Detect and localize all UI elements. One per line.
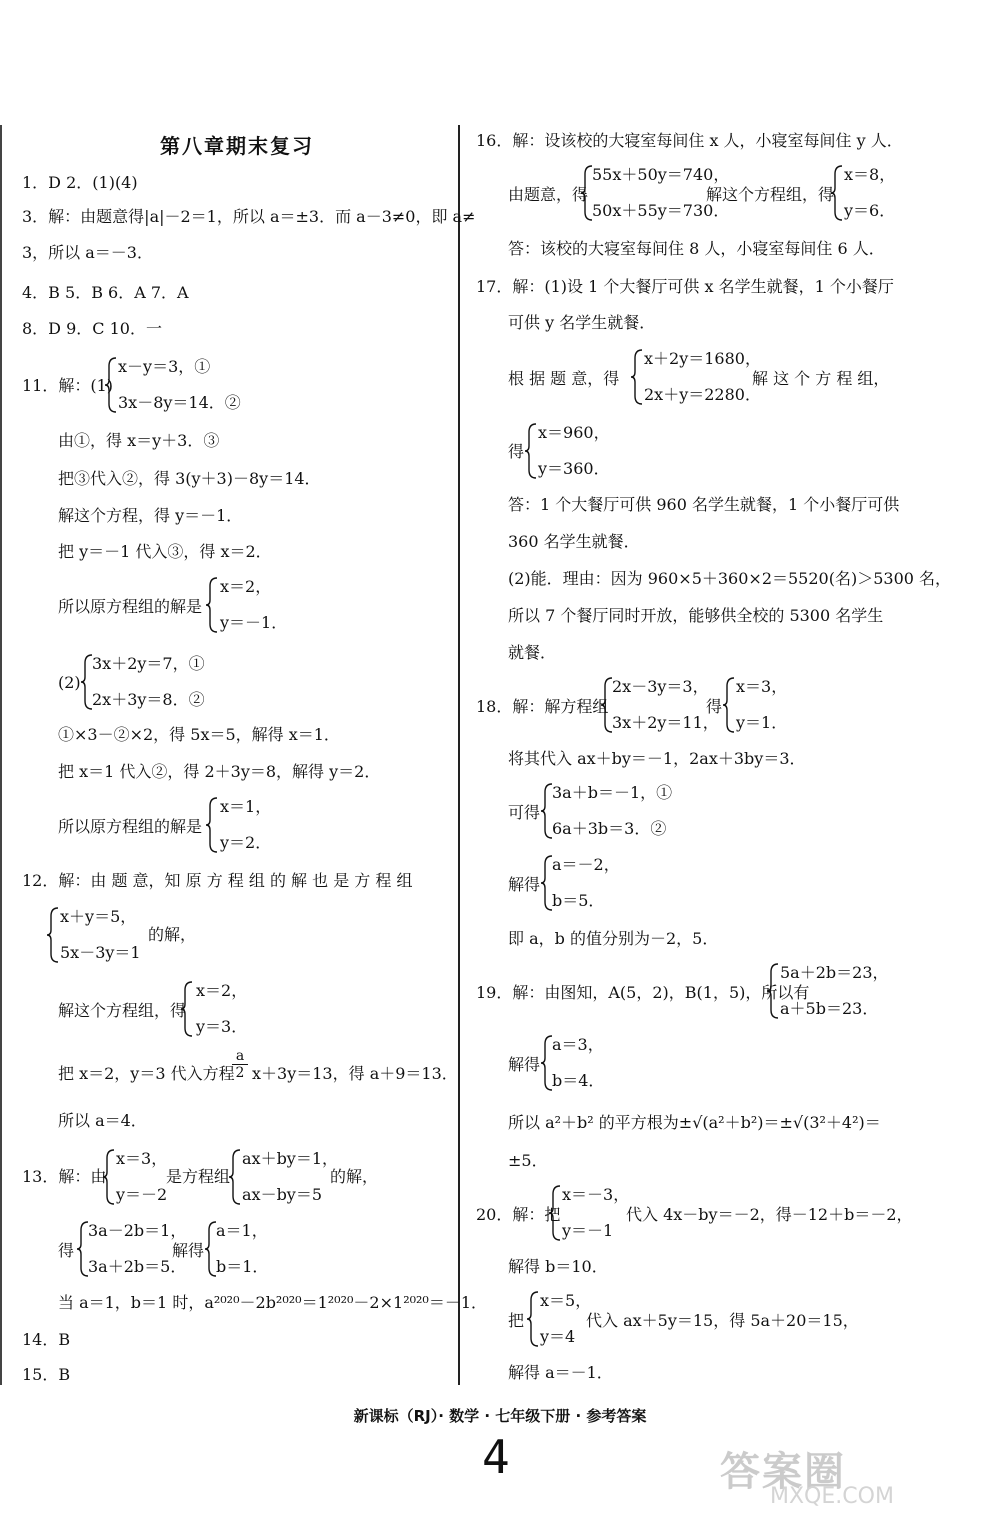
sol-13-a: a＝1， xyxy=(216,1221,268,1240)
step-20f: 解得 a＝－1． xyxy=(508,1363,613,1382)
eq-13-d1: 3a－2b＝1， xyxy=(88,1221,187,1240)
brace xyxy=(46,906,60,964)
answer-4-7: 4．B 5．B 6．A 7．A xyxy=(22,283,189,302)
answer-12: 12．解：由 题 意，知 原 方 程 组 的 解 也 是 方 程 组 xyxy=(22,871,413,890)
step-20d: 把 xyxy=(508,1311,525,1330)
eq-19-1: 5a＋2b＝23， xyxy=(780,963,889,982)
sol-18-y: y＝1． xyxy=(736,713,788,732)
sol-18-a: a＝－2， xyxy=(552,855,620,874)
text-13e: 解得 xyxy=(172,1241,205,1260)
brace xyxy=(548,1184,562,1242)
eq-13-t1: ax＋by＝1， xyxy=(242,1149,339,1168)
eq-18-d2: 6a＋3b＝3．② xyxy=(552,819,667,838)
sol-19-a: a＝3， xyxy=(552,1035,604,1054)
page-number: 4 xyxy=(482,1430,510,1484)
eq-20-y: y＝－1 xyxy=(562,1221,614,1240)
step-11c: 解这个方程，得 y＝－1． xyxy=(58,506,243,525)
answer-15: 15．B xyxy=(22,1365,71,1384)
sol-16-x: x＝8， xyxy=(844,165,896,184)
brace xyxy=(630,348,644,406)
eq-20-d2: y＝4 xyxy=(540,1327,576,1346)
step-20b: 代入 4x－by＝－2，得－12＋b＝－2， xyxy=(626,1205,913,1224)
brace xyxy=(526,1290,540,1348)
step-16a: 由题意，得 xyxy=(508,185,589,204)
eq-18-d1: 3a＋b＝－1，① xyxy=(552,783,673,802)
step-17i: 就餐． xyxy=(508,643,557,662)
eq-18-2: 3x＋2y＝11， xyxy=(612,713,719,732)
step-11e: 所以原方程组的解是 xyxy=(58,597,203,616)
sol-11-2-y: y＝2． xyxy=(220,833,272,852)
fraction-denominator: 2 xyxy=(232,1064,248,1081)
page-footer: 新课标（RJ）· 数学 · 七年级下册 · 参考答案 xyxy=(353,1407,647,1425)
brace xyxy=(766,962,780,1020)
column-divider xyxy=(458,125,460,1385)
left-edge-line xyxy=(0,125,2,1385)
step-16b: 解这个方程组，得 xyxy=(706,185,835,204)
sol-11-y: y＝－1． xyxy=(220,613,288,632)
eq-13-x: x＝3， xyxy=(116,1149,168,1168)
step-17h: 所以 7 个餐厅同时开放，能够供全校的 5300 名学生 xyxy=(508,606,884,625)
step-18c: 将其代入 ax＋by＝－1，2ax＋3by＝3． xyxy=(508,749,806,768)
sol-12-x: x＝2， xyxy=(196,981,248,1000)
step-11b: 把③代入②，得 3(y＋3)－8y＝14． xyxy=(58,469,321,488)
brace xyxy=(205,576,219,634)
sol-12-y: y＝3． xyxy=(196,1017,248,1036)
brace xyxy=(722,676,736,734)
step-12a: 解这个方程组，得 xyxy=(58,1001,187,1020)
brace xyxy=(830,164,844,222)
step-17c: 解 这 个 方 程 组， xyxy=(752,369,890,388)
step-13f: 当 a＝1，b＝1 时，a²⁰²⁰－2b²⁰²⁰＝1²⁰²⁰－2×1²⁰²⁰＝－1． xyxy=(58,1293,488,1312)
answer-8-10: 8．D 9．C 10．一 xyxy=(22,319,162,338)
eq-13-d2: 3a＋2b＝5． xyxy=(88,1257,187,1276)
brace xyxy=(102,1148,116,1206)
eq-17-2: 2x＋y＝2280． xyxy=(644,385,761,404)
text-12: 的解， xyxy=(148,925,197,944)
answer-14: 14．B xyxy=(22,1330,71,1349)
watermark-logo xyxy=(720,1440,990,1510)
step-19a: 解得 xyxy=(508,1055,541,1074)
chapter-title: 第八章期末复习 xyxy=(160,134,314,158)
brace xyxy=(205,796,219,854)
sol-19-b: b＝4． xyxy=(552,1071,605,1090)
eq-12-2: 5x－3y＝1 xyxy=(60,943,141,962)
brace xyxy=(180,980,194,1038)
eq-13-y: y＝－2 xyxy=(116,1185,168,1204)
answer-11-label: 11．解：(1) xyxy=(22,376,114,395)
sol-18-x: x＝3， xyxy=(736,677,788,696)
fraction xyxy=(232,1048,248,1081)
step-18b: 得 xyxy=(706,697,723,716)
step-11h: 所以原方程组的解是 xyxy=(58,817,203,836)
brace xyxy=(104,356,118,414)
eq-11-1: x－y＝3，① xyxy=(118,357,211,376)
step-11a: 由①，得 x＝y＋3．③ xyxy=(58,431,220,450)
text-13b: 是方程组 xyxy=(166,1167,231,1186)
answer-20: 20．解：把 xyxy=(476,1205,561,1224)
step-17g: (2)能．理由：因为 960×5＋360×2＝5520(名)＞5300 名， xyxy=(508,569,952,588)
step-12c: 所以 a＝4． xyxy=(58,1111,147,1130)
step-17d: 得 xyxy=(508,442,525,461)
answer-3-line2: 3，所以 a＝－3． xyxy=(22,243,153,262)
step-11g: 把 x＝1 代入②，得 2＋3y＝8，解得 y＝2． xyxy=(58,762,381,781)
eq-12-1: x＋y＝5， xyxy=(60,907,137,926)
eq-16-2: 50x＋55y＝730． xyxy=(592,201,730,220)
watermark-text: 答案圈 xyxy=(720,1449,846,1495)
eq-20-x: x＝－3， xyxy=(562,1185,630,1204)
eq-13-t2: ax－by＝5 xyxy=(242,1185,323,1204)
eq-11-2-1: 3x＋2y＝7，① xyxy=(92,654,205,673)
fraction-numerator: a xyxy=(235,1048,245,1064)
sol-13-b: b＝1． xyxy=(216,1257,269,1276)
eq-17-1: x＋2y＝1680， xyxy=(644,349,761,368)
answer-18: 18．解：解方程组 xyxy=(476,697,609,716)
eq-16-1: 55x＋50y＝740， xyxy=(592,165,730,184)
answer-16: 16．解：设该校的大寝室每间住 x 人，小寝室每间住 y 人． xyxy=(476,131,903,150)
sol-11-2-x: x＝1， xyxy=(220,797,272,816)
step-19b: 所以 a²＋b² 的平方根为±√(a²＋b²)＝±√(3²＋4²)＝ xyxy=(508,1113,881,1132)
sol-11-x: x＝2， xyxy=(220,577,272,596)
step-17b: 根 据 题 意，得 xyxy=(508,369,620,388)
answer-3-line1: 3．解：由题意得|a|－2＝1，所以 a＝±3．而 a－3≠0，即 a≠ xyxy=(22,207,476,226)
brace xyxy=(228,1148,242,1206)
step-17f: 360 名学生就餐． xyxy=(508,532,640,551)
eq-19-2: a＋5b＝23． xyxy=(780,999,879,1018)
sol-17-y: y＝360． xyxy=(538,459,610,478)
step-17a: 可供 y 名学生就餐． xyxy=(508,313,656,332)
step-16c: 答：该校的大寝室每间住 8 人，小寝室每间住 6 人． xyxy=(508,239,885,258)
step-18d: 可得 xyxy=(508,803,541,822)
step-12b1: 把 x＝2，y＝3 代入方程 xyxy=(58,1064,235,1083)
step-18e: 解得 xyxy=(508,875,541,894)
brace xyxy=(524,422,538,480)
eq-20-d1: x＝5， xyxy=(540,1291,592,1310)
step-11d: 把 y＝－1 代入③，得 x＝2． xyxy=(58,542,272,561)
step-18f: 即 a，b 的值分别为－2，5． xyxy=(508,929,719,948)
text-13c: 的解， xyxy=(330,1167,379,1186)
watermark-url: MXQE.COM xyxy=(770,1484,894,1509)
answer-13: 13．解：由 xyxy=(22,1167,107,1186)
answer-19: 19．解：由图知，A(5，2)，B(1，5)，所以有 xyxy=(476,983,810,1002)
step-20e: 代入 ax＋5y＝15，得 5a＋20＝15， xyxy=(586,1311,859,1330)
step-19c: ±5． xyxy=(508,1151,548,1170)
eq-18-1: 2x－3y＝3， xyxy=(612,677,709,696)
part-11-2: (2) xyxy=(58,673,81,692)
step-20c: 解得 b＝10． xyxy=(508,1257,608,1276)
text-13d: 得 xyxy=(58,1241,75,1260)
sol-16-y: y＝6． xyxy=(844,201,896,220)
step-11f: ①×3－②×2，得 5x＝5，解得 x＝1． xyxy=(58,725,340,744)
answer-17: 17．解：(1)设 1 个大餐厅可供 x 名学生就餐，1 个小餐厅 xyxy=(476,277,894,296)
answer-1-2: 1．D 2．(1)(4) xyxy=(22,173,138,192)
step-12b2: x＋3y＝13，得 a＋9＝13． xyxy=(252,1064,458,1083)
eq-11-2: 3x－8y＝14．② xyxy=(118,393,241,412)
step-17e: 答：1 个大餐厅可供 960 名学生就餐，1 个小餐厅可供 xyxy=(508,495,900,514)
sol-17-x: x＝960， xyxy=(538,423,610,442)
eq-11-2-2: 2x＋3y＝8．② xyxy=(92,690,205,709)
sol-18-b: b＝5． xyxy=(552,891,605,910)
